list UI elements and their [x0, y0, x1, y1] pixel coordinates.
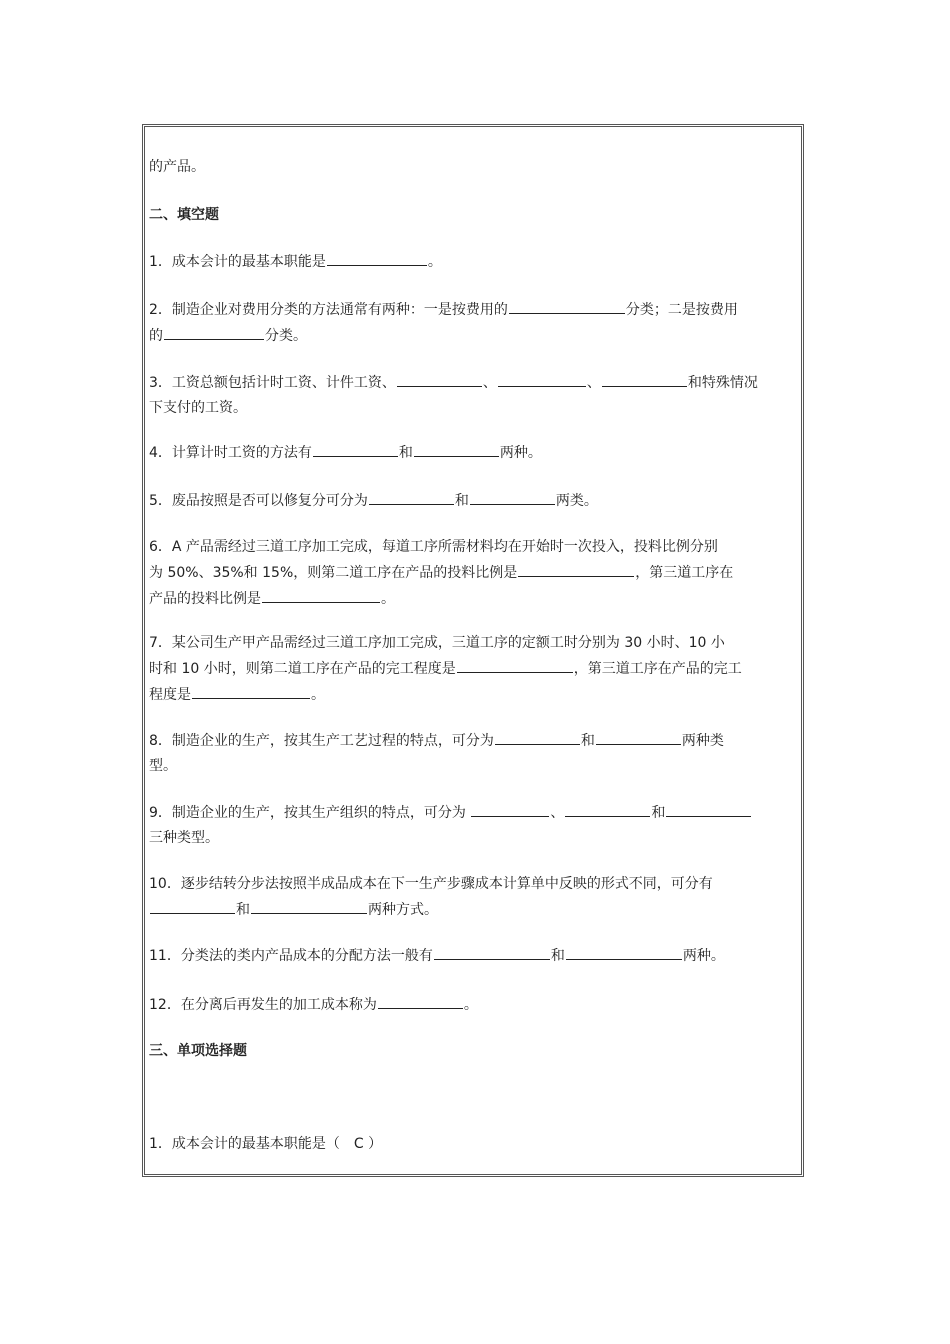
text: 和	[580, 733, 595, 749]
text: 。	[381, 591, 395, 607]
question-10	[149, 872, 803, 923]
answer-blank	[566, 943, 682, 960]
document-frame	[142, 124, 804, 1177]
text: 三种类型。	[149, 830, 219, 846]
answer-blank	[457, 656, 573, 673]
answer-blank	[378, 992, 463, 1009]
answer-blank	[602, 370, 687, 387]
text: 、	[482, 375, 497, 391]
answer-blank	[666, 800, 751, 817]
answer-blank	[262, 586, 380, 603]
text: 和	[651, 805, 666, 821]
text: 型。	[149, 758, 177, 774]
answer-blank	[313, 440, 398, 457]
question-8	[149, 728, 803, 779]
question-4	[149, 440, 803, 466]
text: 和	[454, 493, 469, 509]
heading-text: 二、填空题	[149, 207, 219, 223]
text: 和	[398, 445, 413, 461]
choice-question-1	[149, 1132, 803, 1157]
text: 4．计算计时工资的方法有	[149, 445, 312, 461]
answer-blank	[434, 943, 550, 960]
question-9	[149, 800, 803, 851]
question-12	[149, 992, 803, 1018]
section-heading	[149, 203, 803, 228]
text: 的	[149, 328, 163, 344]
text: 、	[550, 805, 565, 821]
text: 、	[586, 375, 601, 391]
answer-blank	[518, 560, 634, 577]
answer-blank	[414, 440, 499, 457]
text: 两种。	[682, 948, 725, 964]
question-1	[149, 249, 803, 275]
text: 分类；二是按费用	[625, 302, 738, 318]
text: 和	[236, 902, 250, 918]
answer-blank	[192, 682, 310, 699]
heading-text: 三、单项选择题	[149, 1043, 247, 1059]
question-6	[149, 535, 803, 612]
text: 两种类	[681, 733, 724, 749]
question-2	[149, 297, 803, 349]
text: 为 50%、35%和 15%，则第二道工序在产品的投料比例是	[149, 565, 518, 581]
text: 2．制造企业对费用分类的方法通常有两种：一是按费用的	[149, 302, 508, 318]
question-11	[149, 943, 803, 969]
text: 5．废品按照是否可以修复分可分为	[149, 493, 368, 509]
question-5	[149, 488, 803, 514]
answer-blank	[498, 370, 586, 387]
text: 6．A 产品需经过三道工序加工完成，每道工序所需材料均在开始时一次投入，投料比例分别	[149, 539, 718, 555]
text: 1．成本会计的最基本职能是（ C ）	[149, 1136, 383, 1152]
answer-blank	[471, 800, 549, 817]
answer-blank	[495, 728, 580, 745]
text: 。	[427, 254, 442, 270]
text: 分类。	[265, 328, 307, 344]
text: 9．制造企业的生产，按其生产组织的特点，可分为	[149, 805, 471, 821]
answer-blank	[369, 488, 454, 505]
text: 和特殊情况	[687, 375, 758, 391]
text: 。	[311, 687, 325, 703]
answer-blank	[509, 297, 625, 314]
text: 1．成本会计的最基本职能是	[149, 254, 326, 270]
text: 7．某公司生产甲产品需经过三道工序加工完成，三道工序的定额工时分别为 30 小时、10 小	[149, 635, 725, 651]
answer-blank	[565, 800, 650, 817]
text: 3．工资总额包括计时工资、计件工资、	[149, 375, 396, 391]
answer-blank	[470, 488, 555, 505]
answer-blank	[150, 897, 235, 914]
text: 8．制造企业的生产，按其生产工艺过程的特点，可分为	[149, 733, 494, 749]
question-3	[149, 370, 803, 421]
text: 两类。	[555, 493, 598, 509]
question-7	[149, 631, 803, 708]
continued-text	[149, 155, 803, 180]
text: ，第三道工序在产品的完工	[573, 661, 742, 677]
answer-blank	[596, 728, 681, 745]
text: 产品的投料比例是	[149, 591, 261, 607]
text: 12．在分离后再发生的加工成本称为	[149, 997, 377, 1013]
text: 10．逐步结转分步法按照半成品成本在下一生产步骤成本计算单中反映的形式不同，可分有	[149, 876, 713, 892]
text: 程度是	[149, 687, 191, 703]
text: 下支付的工资。	[149, 400, 247, 416]
text: 11．分类法的类内产品成本的分配方法一般有	[149, 948, 433, 964]
text: 两种方式。	[368, 902, 438, 918]
text: 时和 10 小时，则第二道工序在产品的完工程度是	[149, 661, 456, 677]
text: 两种。	[499, 445, 542, 461]
text: ，第三道工序在	[635, 565, 734, 581]
answer-blank	[327, 249, 427, 266]
text: 的产品。	[149, 159, 205, 175]
section-heading	[149, 1039, 803, 1064]
text: 。	[463, 997, 478, 1013]
answer-blank	[397, 370, 482, 387]
answer-blank	[251, 897, 367, 914]
answer-blank	[164, 323, 264, 340]
text: 和	[550, 948, 565, 964]
